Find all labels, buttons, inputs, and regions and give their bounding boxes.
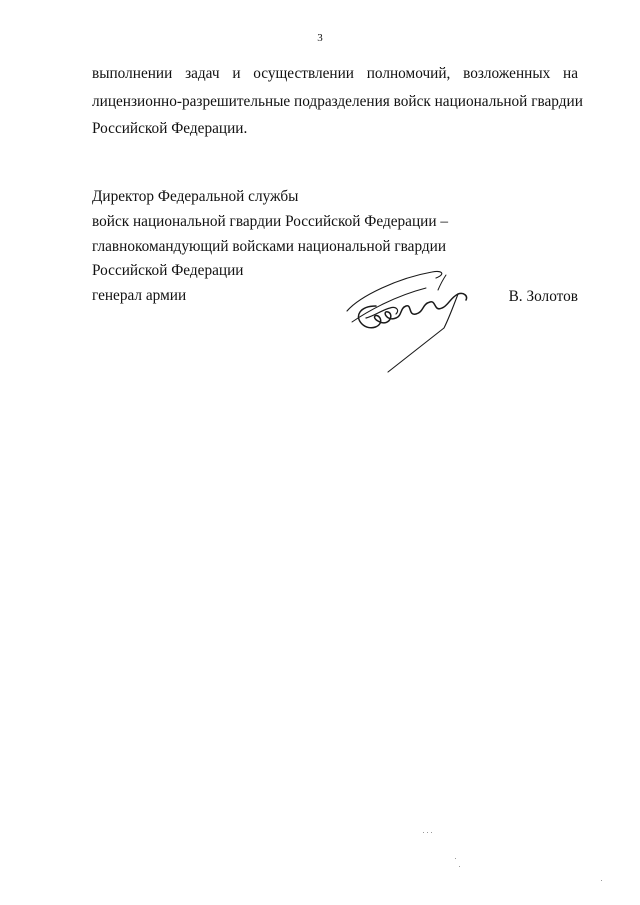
signatory-rank: генерал армии <box>92 287 187 305</box>
scan-speck <box>423 832 424 833</box>
paragraph-line-3: Российской Федерации. <box>92 120 248 137</box>
word: выполнении <box>92 65 173 82</box>
signatory-title-line: Российской Федерации <box>92 262 244 280</box>
paragraph-line-2: лицензионно-разрешительные подразделения войск национальной гвардии <box>92 92 583 110</box>
word: на <box>563 65 578 82</box>
signatory-title-line: главнокомандующий войсками национальной гвардии <box>92 237 447 255</box>
word: возложенных <box>463 65 551 82</box>
signatory-title-line: войск национальной гвардии Российской Федерации – <box>92 212 448 230</box>
body-paragraph <box>92 60 583 143</box>
paragraph-line-1 <box>92 60 578 88</box>
word: и <box>232 65 241 82</box>
scan-speck <box>459 866 460 867</box>
scan-speck <box>427 832 428 833</box>
signatory-title-line: Директор Федеральной службы <box>92 188 299 205</box>
scan-speck <box>601 880 602 881</box>
signatory-name: В. Золотов <box>508 288 578 305</box>
word: задач <box>185 65 220 82</box>
page-number: 3 <box>317 32 323 44</box>
word: полномочий, <box>366 65 451 82</box>
handwritten-signature <box>340 262 480 374</box>
scan-speck <box>431 832 432 833</box>
scan-speck <box>455 858 456 859</box>
word: осуществлении <box>253 65 354 82</box>
